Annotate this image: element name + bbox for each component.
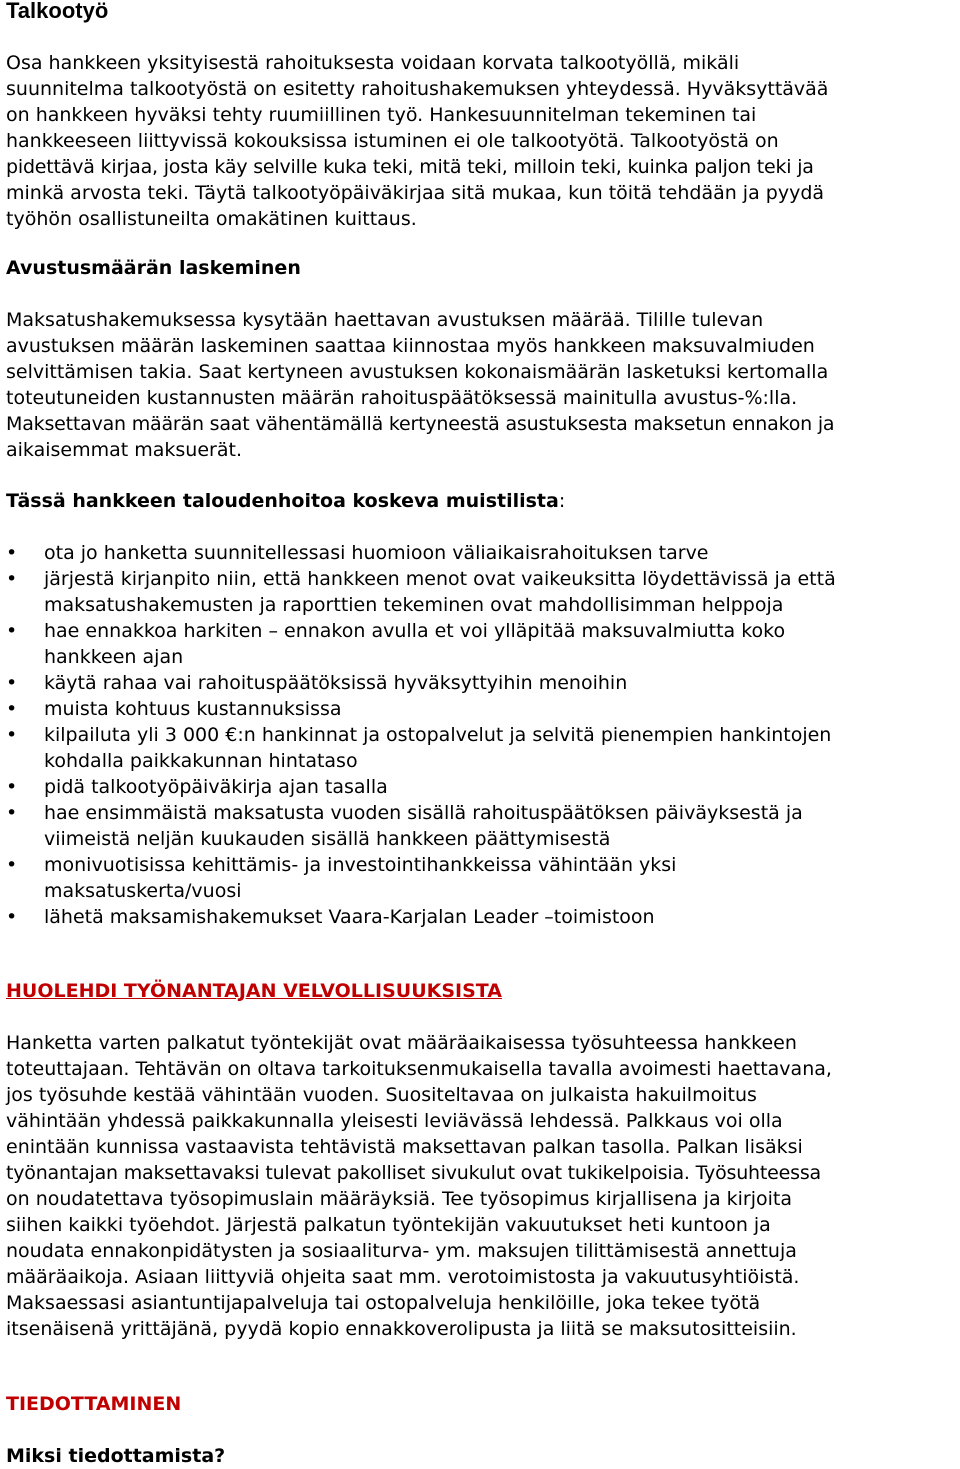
bullet-icon: • [6, 698, 18, 720]
list-item: • lähetä maksamishakemukset Vaara-Karjalan Leader –toimistoon [6, 906, 655, 928]
paragraph-line: Maksettavan määrän saat vähentämällä kertyneestä asustuksesta maksetun ennakon ja [6, 413, 835, 435]
bullet-icon: • [6, 802, 18, 824]
paragraph-line: selvittämisen takia. Saat kertyneen avustuksen kokonaismäärän lasketuksi kertomalla [6, 361, 829, 383]
tiedottaminen-section [6, 1391, 960, 1469]
bullet-icon: • [6, 542, 18, 564]
checklist-section [6, 488, 960, 930]
bullet-icon: • [6, 854, 18, 876]
list-item: • monivuotisissa kehittämis- ja investointihankkeissa vähintään yksi maksatuskerta/vuosi [6, 854, 677, 902]
bullet-icon: • [6, 906, 18, 928]
tiedottaminen-heading: TIEDOTTAMINEN [6, 1393, 182, 1415]
paragraph-line: Osa hankkeen yksityisestä rahoituksesta voidaan korvata talkootyöllä, mikäli [6, 52, 740, 74]
list-item: • muista kohtuus kustannuksissa [6, 698, 342, 720]
paragraph-line: vähintään yhdessä paikkakunnalla yleisesti leviävässä lehdessä. Palkkaus voi olla [6, 1110, 783, 1132]
paragraph-line: enintään kunnissa vastaavista tehtävistä maksettavan palkan tasolla. Palkan lisäksi [6, 1136, 803, 1158]
paragraph-line: avustuksen määrän laskeminen saattaa kiinnostaa myös hankkeen maksuvalmiuden [6, 335, 815, 357]
paragraph-line: noudata ennakonpidätysten ja sosiaaliturva- ym. maksujen tilittämisestä annettuja [6, 1240, 797, 1262]
paragraph-line: työnantajan maksettavaksi tulevat pakolliset sivukulut ovat tukikelpoisia. Työsuhteessa [6, 1162, 821, 1184]
bullet-icon: • [6, 724, 18, 746]
tyonantaja-paragraph [6, 1030, 960, 1342]
list-item: • kilpailuta yli 3 000 €:n hankinnat ja ostopalvelut ja selvitä pienempien hankintojen kohdalla paikkakunnan hintataso [6, 724, 832, 772]
paragraph-line: aikaisemmat maksuerät. [6, 439, 242, 461]
paragraph-line: pidettävä kirjaa, josta käy selville kuka teki, mitä teki, milloin teki, kuinka paljon teki ja [6, 156, 814, 178]
paragraph-line: määräaikoja. Asiaan liittyviä ohjeita saat mm. verotoimistosta ja vakuutusyhtiöistä. [6, 1266, 800, 1288]
talkoo-section [6, 50, 960, 232]
checklist-heading: Tässä hankkeen taloudenhoitoa koskeva muistilista: [6, 490, 566, 512]
bullet-icon: • [6, 776, 18, 798]
paragraph-line: itsenäisenä yrittäjänä, pyydä kopio ennakkoverolipusta ja liitä se maksutositteisiin. [6, 1318, 797, 1340]
tyonantaja-section [6, 978, 960, 1342]
list-item: • hae ennakkoa harkiten – ennakon avulla et voi ylläpitää maksuvalmiutta koko hankkeen ajan [6, 620, 786, 668]
bullet-icon: • [6, 672, 18, 694]
list-item: • ota jo hanketta suunnitellessasi huomioon väliaikaisrahoituksen tarve [6, 542, 709, 564]
paragraph-line: siihen kaikki työehdot. Järjestä palkatun työntekijän vakuutukset heti kuntoon ja [6, 1214, 771, 1236]
paragraph-line: Maksaessasi asiantuntijapalveluja tai ostopalveluja henkilöille, joka tekee työtä [6, 1292, 761, 1314]
paragraph-line: toteuttajaan. Tehtävän on oltava tarkoituksenmukaisella tavalla avoimesti haettavana, [6, 1058, 832, 1080]
avustus-heading: Avustusmäärän laskeminen [6, 257, 301, 279]
list-item: • pidä talkootyöpäiväkirja ajan tasalla [6, 776, 388, 798]
paragraph-line: työhön osallistuneilta omakätinen kuittaus. [6, 208, 417, 230]
paragraph-line: minkä arvosta teki. Täytä talkootyöpäiväkirjaa sitä mukaa, kun töitä tehdään ja pyydä [6, 182, 825, 204]
paragraph-line: Maksatushakemuksessa kysytään haettavan avustuksen määrää. Tilille tulevan [6, 309, 764, 331]
avustus-paragraph [6, 307, 960, 463]
paragraph-line: on hankkeen hyväksi tehty ruumiillinen työ. Hankesuunnitelman tekeminen tai [6, 104, 757, 126]
talkoo-paragraph [6, 50, 960, 232]
checklist [6, 540, 960, 930]
list-item: • hae ensimmäistä maksatusta vuoden sisällä rahoituspäätöksen päiväyksestä ja viimeistä neljän kuukauden sisällä hankkeen päättymisestä [6, 802, 803, 850]
avustus-section [6, 255, 960, 463]
list-item: • käytä rahaa vai rahoituspäätöksissä hyväksyttyihin menoihin [6, 672, 628, 694]
tyonantaja-heading: HUOLEHDI TYÖNANTAJAN VELVOLLISUUKSISTA [6, 980, 502, 1002]
paragraph-line: hankkeeseen liittyvissä kokouksissa istuminen ei ole talkootyötä. Talkootyöstä on [6, 130, 779, 152]
paragraph-line: jos työsuhde kestää vähintään vuoden. Suositeltavaa on julkaista hakuilmoitus [6, 1084, 757, 1106]
bullet-icon: • [6, 620, 18, 642]
paragraph-line: toteutuneiden kustannusten määrän rahoituspäätöksessä mainitulla avustus-%:lla. [6, 387, 798, 409]
paragraph-line: suunnitelma talkootyöstä on esitetty rahoitushakemuksen yhteydessä. Hyväksyttävää [6, 78, 829, 100]
tiedottaminen-subheading: Miksi tiedottamista? [6, 1445, 226, 1467]
page-title: Talkootyö [6, 0, 109, 23]
paragraph-line: Hanketta varten palkatut työntekijät ovat määräaikaisessa työsuhteessa hankkeen [6, 1032, 797, 1054]
paragraph-line: on noudatettava työsopimuslain määräyksiä. Tee työsopimus kirjallisena ja kirjoita [6, 1188, 792, 1210]
list-item: • järjestä kirjanpito niin, että hankkeen menot ovat vaikeuksitta löydettävissä ja että maksatushakemusten ja raporttien tekeminen ovat mahdollisimman helppoja [6, 568, 836, 616]
bullet-icon: • [6, 568, 18, 590]
